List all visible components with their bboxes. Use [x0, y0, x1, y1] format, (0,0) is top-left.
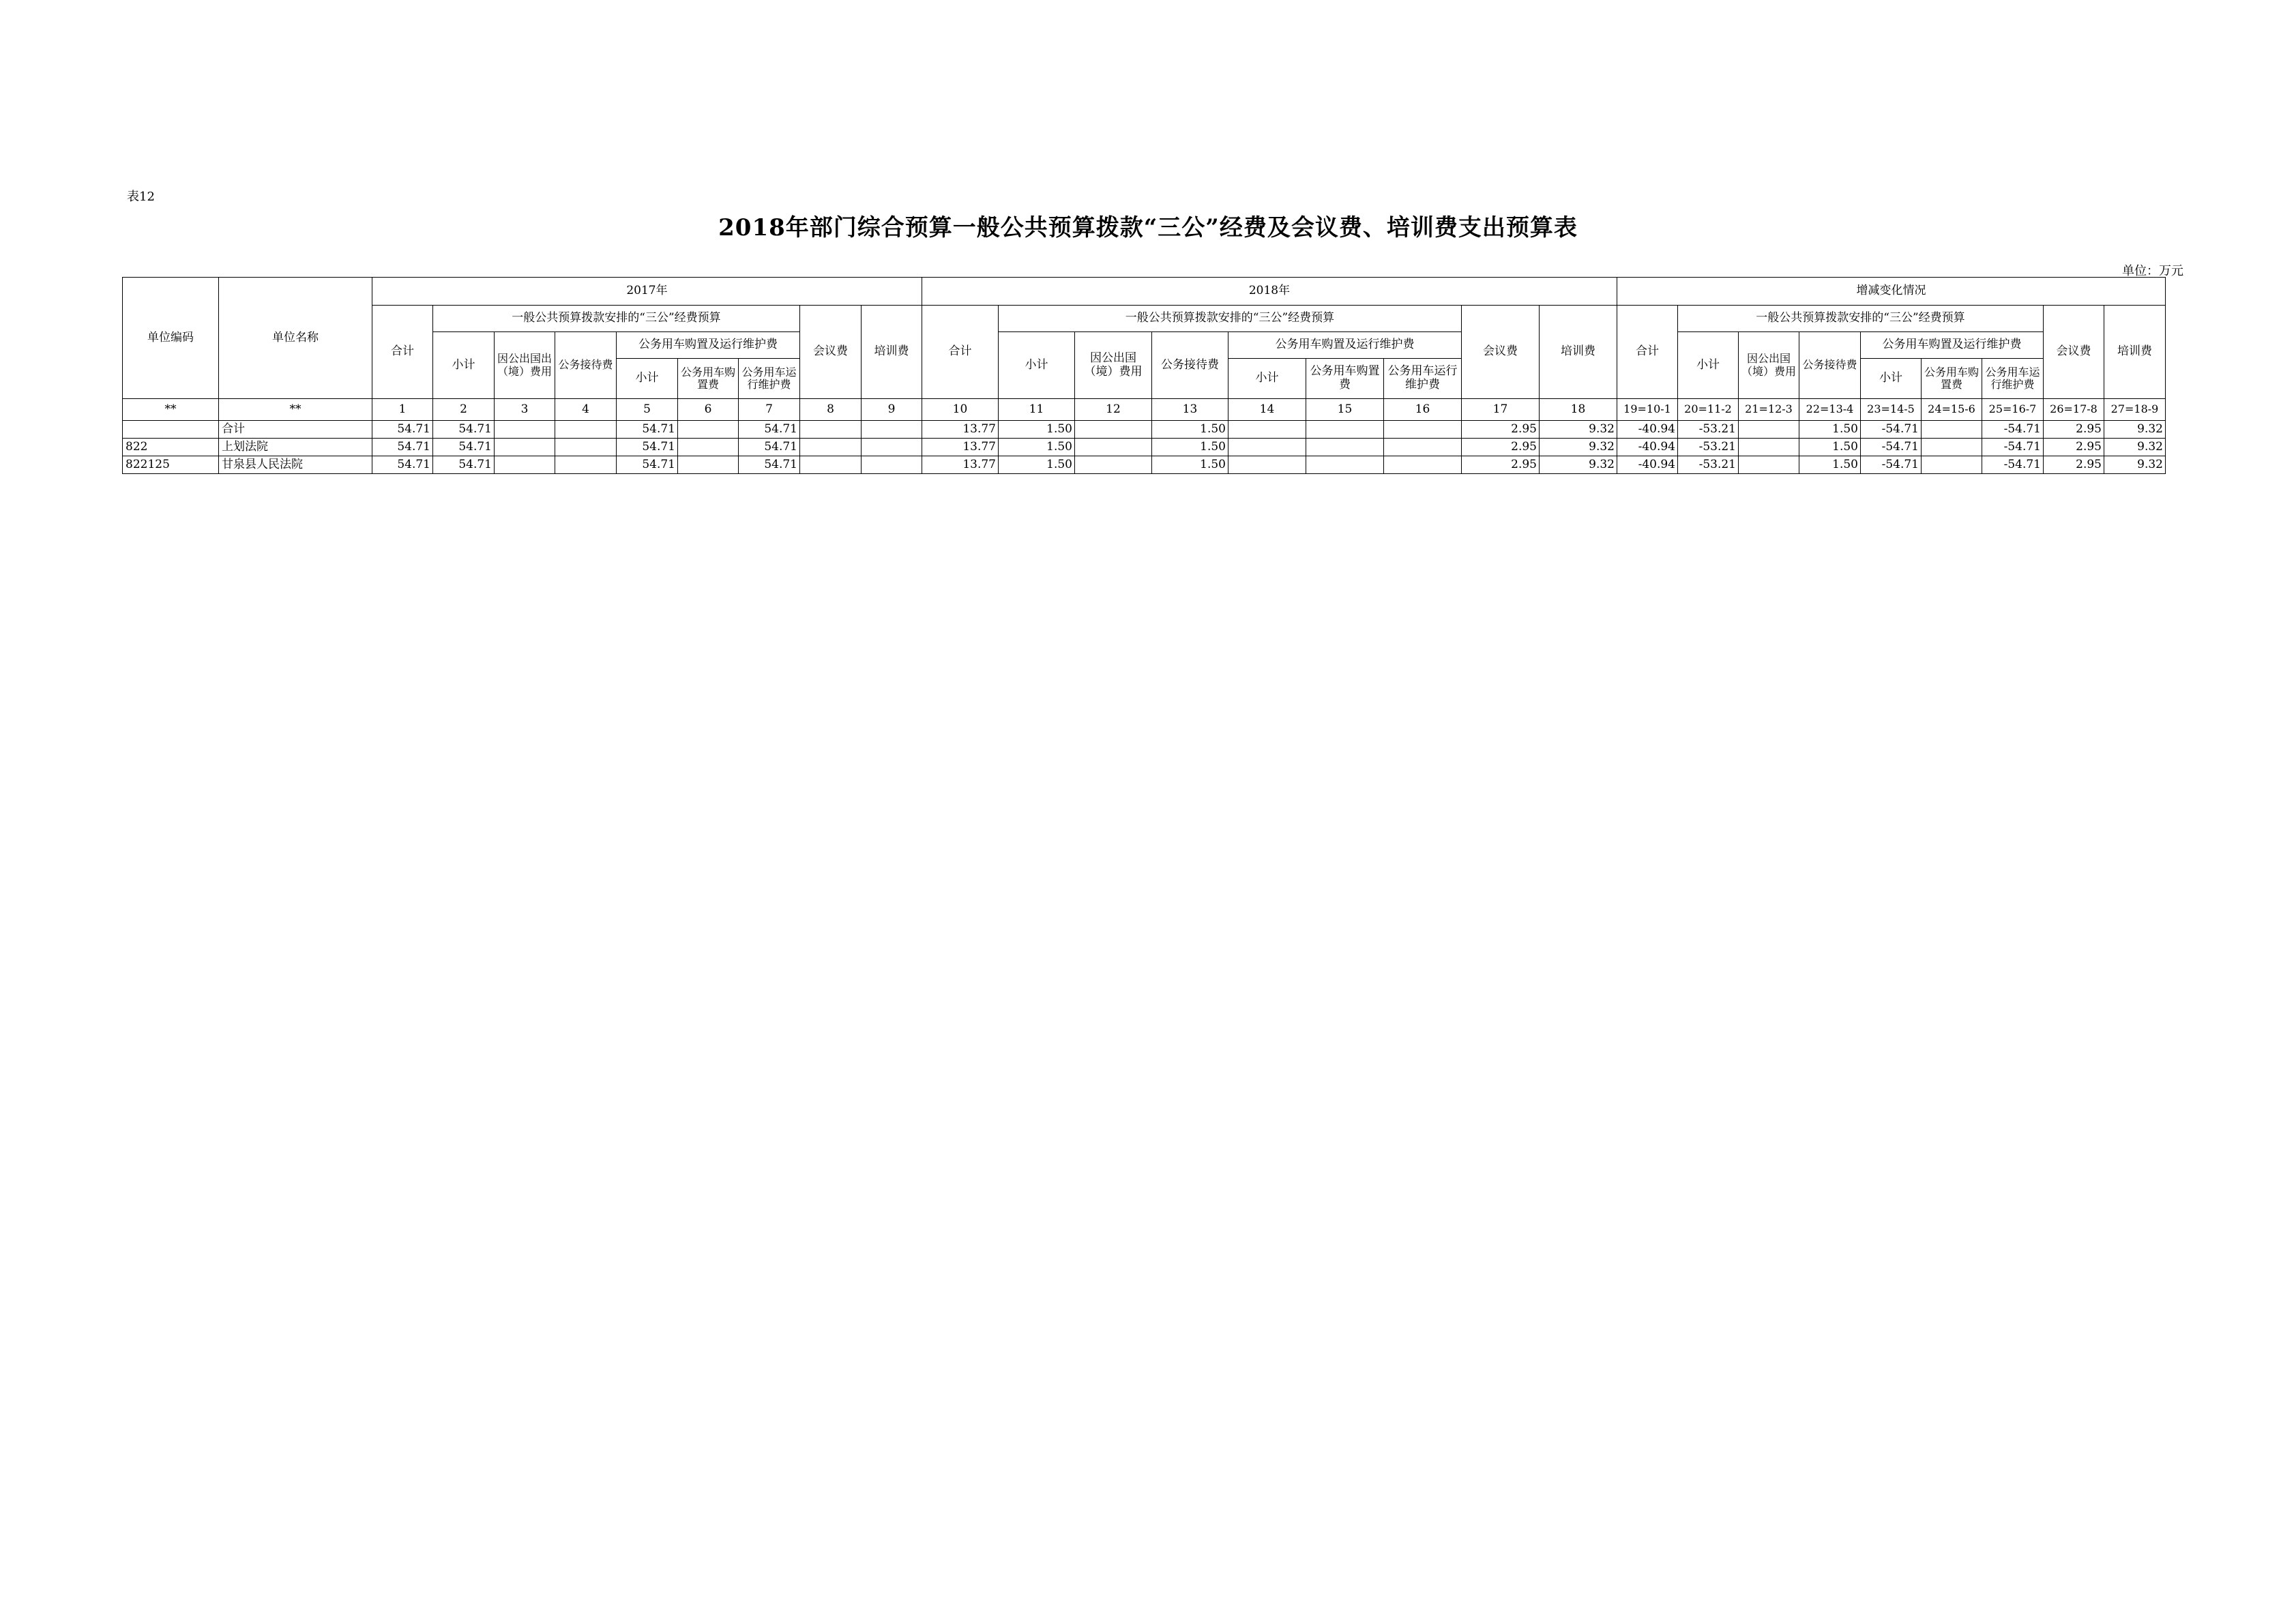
table-cell: 2.95 — [2044, 421, 2104, 439]
table-cell: 54.71 — [372, 456, 433, 474]
table-cell — [800, 456, 862, 474]
table-cell — [862, 439, 922, 456]
table-cell: 54.71 — [433, 421, 495, 439]
table-cell — [678, 421, 739, 439]
header-change-abroad: 因公出国（境）费用 — [1739, 332, 1799, 399]
header-2017-subtotal: 小计 — [433, 332, 495, 399]
header-2017-total: 合计 — [372, 306, 433, 399]
index-cell: 24=15-6 — [1922, 399, 1982, 421]
index-cell: 10 — [922, 399, 999, 421]
table-row — [123, 456, 2166, 474]
table-cell — [495, 439, 555, 456]
header-2017-training: 培训费 — [862, 306, 922, 399]
header-2017-abroad: 因公出国出（境）费用 — [495, 332, 555, 399]
table-cell: 1.50 — [1799, 456, 1861, 474]
index-cell: 1 — [372, 399, 433, 421]
index-cell: 3 — [495, 399, 555, 421]
header-row-groups — [123, 306, 2166, 332]
table-cell — [1384, 439, 1462, 456]
header-2017-reception: 公务接待费 — [555, 332, 617, 399]
header-2017-car-operation: 公务用车运行维护费 — [739, 359, 800, 399]
table-cell: 9.32 — [2104, 456, 2166, 474]
header-year-2018: 2018年 — [922, 278, 1617, 306]
document-title: 2018年部门综合预算一般公共预算拨款“三公”经费及会议费、培训费支出预算表 — [718, 214, 1578, 241]
table-cell — [1306, 456, 1384, 474]
table-cell — [800, 421, 862, 439]
index-cell: ** — [219, 399, 372, 421]
index-cell: 16 — [1384, 399, 1462, 421]
header-2017-car-group: 公务用车购置及运行维护费 — [617, 332, 800, 359]
header-2017-sangong: 一般公共预算拨款安排的“三公”经费预算 — [433, 306, 800, 332]
table-cell: 9.32 — [2104, 421, 2166, 439]
table-cell: 2.95 — [2044, 456, 2104, 474]
header-year-2017: 2017年 — [372, 278, 922, 306]
header-change: 增减变化情况 — [1617, 278, 2166, 306]
index-cell: 22=13-4 — [1799, 399, 1861, 421]
table-cell — [862, 421, 922, 439]
table-cell — [495, 421, 555, 439]
header-2018-abroad: 因公出国（境）费用 — [1075, 332, 1152, 399]
table-cell — [1075, 421, 1152, 439]
table-cell: 9.32 — [1540, 456, 1617, 474]
table-cell: 13.77 — [922, 456, 999, 474]
header-unit-code: 单位编码 — [123, 278, 219, 399]
cell-unit-code: 822 — [123, 439, 219, 456]
table-cell: -40.94 — [1617, 421, 1678, 439]
header-change-sangong: 一般公共预算拨款安排的“三公”经费预算 — [1678, 306, 2044, 332]
table-cell — [1306, 439, 1384, 456]
table-cell — [678, 456, 739, 474]
table-row — [123, 439, 2166, 456]
table-cell: 54.71 — [433, 456, 495, 474]
table-cell: -53.21 — [1678, 421, 1739, 439]
cell-unit-name: 甘泉县人民法院 — [219, 456, 372, 474]
table-cell: -53.21 — [1678, 439, 1739, 456]
table-cell — [1922, 456, 1982, 474]
table-cell: 54.71 — [617, 439, 678, 456]
table-cell — [800, 439, 862, 456]
header-2018-car-subtotal: 小计 — [1228, 359, 1306, 399]
table-cell: -54.71 — [1982, 456, 2044, 474]
table-cell — [1306, 421, 1384, 439]
cell-unit-code — [123, 421, 219, 439]
table-cell — [1922, 421, 1982, 439]
index-cell: 14 — [1228, 399, 1306, 421]
table-cell: 1.50 — [999, 421, 1075, 439]
table-cell — [555, 439, 617, 456]
header-2018-training: 培训费 — [1540, 306, 1617, 399]
header-2018-car-operation: 公务用车运行维护费 — [1384, 359, 1462, 399]
index-cell: 4 — [555, 399, 617, 421]
table-cell — [495, 456, 555, 474]
table-cell: 13.77 — [922, 439, 999, 456]
index-cell: 11 — [999, 399, 1075, 421]
header-2018-sangong: 一般公共预算拨款安排的“三公”经费预算 — [999, 306, 1462, 332]
header-2018-subtotal: 小计 — [999, 332, 1075, 399]
table-cell — [555, 456, 617, 474]
table-cell: 9.32 — [1540, 421, 1617, 439]
index-cell: ** — [123, 399, 219, 421]
table-cell: -54.71 — [1982, 439, 2044, 456]
index-cell: 23=14-5 — [1861, 399, 1922, 421]
table-cell: 54.71 — [739, 439, 800, 456]
unit-note: 单位：万元 — [2122, 264, 2183, 278]
header-2018-reception: 公务接待费 — [1152, 332, 1228, 399]
header-change-subtotal: 小计 — [1678, 332, 1739, 399]
header-change-reception: 公务接待费 — [1799, 332, 1861, 399]
header-row-years — [123, 278, 2166, 306]
budget-table — [122, 277, 2166, 474]
table-cell: 2.95 — [1462, 439, 1540, 456]
index-cell: 20=11-2 — [1678, 399, 1739, 421]
table-cell: -54.71 — [1861, 421, 1922, 439]
table-cell: 1.50 — [999, 439, 1075, 456]
table-cell: 54.71 — [739, 456, 800, 474]
table-cell — [1228, 439, 1306, 456]
header-2018-meeting: 会议费 — [1462, 306, 1540, 399]
table-cell — [1739, 439, 1799, 456]
table-cell: 2.95 — [1462, 421, 1540, 439]
table-cell — [1228, 456, 1306, 474]
table-cell — [1228, 421, 1306, 439]
cell-unit-name: 合计 — [219, 421, 372, 439]
table-cell — [1922, 439, 1982, 456]
index-cell: 19=10-1 — [1617, 399, 1678, 421]
header-2017-meeting: 会议费 — [800, 306, 862, 399]
table-cell: 9.32 — [2104, 439, 2166, 456]
header-change-meeting: 会议费 — [2044, 306, 2104, 399]
table-cell — [1075, 456, 1152, 474]
index-cell: 8 — [800, 399, 862, 421]
index-cell: 13 — [1152, 399, 1228, 421]
table-cell — [1384, 456, 1462, 474]
index-cell: 26=17-8 — [2044, 399, 2104, 421]
cell-unit-name: 上划法院 — [219, 439, 372, 456]
table-cell: 2.95 — [1462, 456, 1540, 474]
table-cell: -54.71 — [1982, 421, 2044, 439]
index-cell: 27=18-9 — [2104, 399, 2166, 421]
table-cell: -40.94 — [1617, 456, 1678, 474]
table-cell — [862, 456, 922, 474]
header-2018-car-group: 公务用车购置及运行维护费 — [1228, 332, 1462, 359]
table-cell: 1.50 — [1152, 439, 1228, 456]
index-cell: 15 — [1306, 399, 1384, 421]
table-cell: 2.95 — [2044, 439, 2104, 456]
table-cell: 1.50 — [1799, 439, 1861, 456]
table-cell: -54.71 — [1861, 456, 1922, 474]
table-cell: -54.71 — [1861, 439, 1922, 456]
index-cell: 25=16-7 — [1982, 399, 2044, 421]
header-change-car-subtotal: 小计 — [1861, 359, 1922, 399]
index-cell: 17 — [1462, 399, 1540, 421]
header-2017-car-subtotal: 小计 — [617, 359, 678, 399]
table-cell: 1.50 — [999, 456, 1075, 474]
index-cell: 7 — [739, 399, 800, 421]
table-cell: 1.50 — [1799, 421, 1861, 439]
index-cell: 12 — [1075, 399, 1152, 421]
header-change-car-group: 公务用车购置及运行维护费 — [1861, 332, 2044, 359]
table-cell: 54.71 — [739, 421, 800, 439]
table-cell: 54.71 — [617, 456, 678, 474]
table-cell: 9.32 — [1540, 439, 1617, 456]
header-change-training: 培训费 — [2104, 306, 2166, 399]
table-cell: -40.94 — [1617, 439, 1678, 456]
header-change-car-purchase: 公务用车购置费 — [1922, 359, 1982, 399]
table-cell: 1.50 — [1152, 456, 1228, 474]
table-row-total — [123, 421, 2166, 439]
column-index-row — [123, 399, 2166, 421]
table-cell — [1739, 456, 1799, 474]
index-cell: 5 — [617, 399, 678, 421]
table-cell: 13.77 — [922, 421, 999, 439]
table-cell — [678, 439, 739, 456]
index-cell: 9 — [862, 399, 922, 421]
header-unit-name: 单位名称 — [219, 278, 372, 399]
table-cell: 54.71 — [372, 439, 433, 456]
table-cell: 54.71 — [372, 421, 433, 439]
header-change-car-operation: 公务用车运行维护费 — [1982, 359, 2044, 399]
table-cell: 54.71 — [617, 421, 678, 439]
table-cell — [1384, 421, 1462, 439]
header-change-total: 合计 — [1617, 306, 1678, 399]
header-2018-total: 合计 — [922, 306, 999, 399]
index-cell: 6 — [678, 399, 739, 421]
table-number: 表12 — [127, 190, 155, 204]
table-cell — [555, 421, 617, 439]
table-cell: 54.71 — [433, 439, 495, 456]
table-cell — [1739, 421, 1799, 439]
table-cell — [1075, 439, 1152, 456]
index-cell: 18 — [1540, 399, 1617, 421]
cell-unit-code: 822125 — [123, 456, 219, 474]
header-2018-car-purchase: 公务用车购置费 — [1306, 359, 1384, 399]
table-cell: 1.50 — [1152, 421, 1228, 439]
index-cell: 21=12-3 — [1739, 399, 1799, 421]
table-cell: -53.21 — [1678, 456, 1739, 474]
index-cell: 2 — [433, 399, 495, 421]
header-2017-car-purchase: 公务用车购置费 — [678, 359, 739, 399]
